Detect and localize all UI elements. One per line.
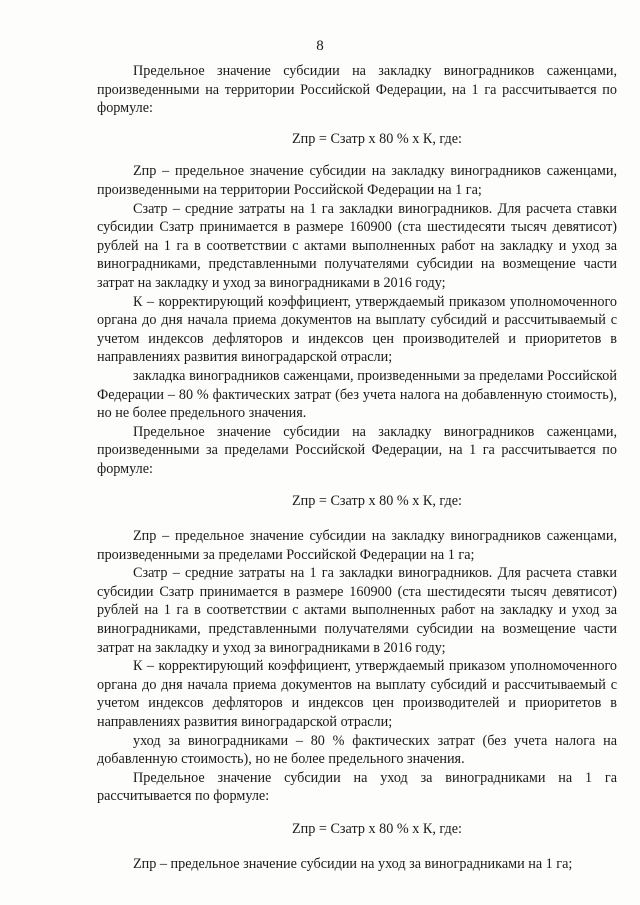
section1-formula: Zпр = Сзатр х 80 % х К, где: (292, 130, 462, 147)
document-body (97, 62, 617, 873)
page-number: 8 (316, 38, 324, 54)
section3-intro: Предельное значение субсидии на уход за виноградниками на 1 га рассчитывается по формуле: (97, 769, 617, 805)
section2-definition-z: Zпр – предельное значение субсидии на закладку виноградников саженцами, произведенными за пределами Российской Федерации на 1 га; (97, 528, 617, 563)
section1-note: закладка виноградников саженцами, произведенными за пределами Российской Федерации – 80 % фактических затрат (без учета налога на добавленную стоимость), но не более предельного значения. (97, 367, 617, 422)
section2-intro: Предельное значение субсидии на закладку виноградников саженцами, произведенными за пределами Российской Федерации, на 1 га рассчитывается по формуле: (97, 423, 617, 477)
section1-definition-k: К – корректирующий коэффициент, утверждаемый приказом уполномоченного органа до дня начала приема документов на выплату субсидий и рассчитываемый с учетом индексов дефляторов и индексов цен производителей и приоритетов в направлениях развития виноградарской отрасли; (97, 293, 617, 366)
section3-definition-z: Zпр – предельное значение субсидии на уход за виноградниками на 1 га; (133, 855, 573, 872)
section1-intro: Предельное значение субсидии на закладку виноградников саженцами, произведенными на территории Российской Федерации, на 1 га рассчитывается по формуле: (97, 63, 617, 117)
section2-formula: Zпр = Сзатр х 80 % х К, где: (292, 493, 462, 510)
section3-formula: Zпр = Сзатр х 80 % х К, где: (292, 820, 462, 837)
section2-definition-k: К – корректирующий коэффициент, утверждаемый приказом уполномоченного органа до дня начала приема документов на выплату субсидий и рассчитываемый с учетом индексов дефляторов и индексов цен производителей и приоритетов в направлениях развития виноградарской отрасли; (97, 658, 617, 730)
section2-note: уход за виноградниками – 80 % фактических затрат (без учета налога на добавленную стоимость), но не более предельного значения. (97, 732, 617, 768)
section1-definition-szatr: Сзатр – средние затраты на 1 га закладки виноградников. Для расчета ставки субсидии Сзатр принимается в размере 160900 (ста шестидесяти тысяч девятисот) рублей на 1 га в соответствии с актами выполненных работ на закладку и уход за виноградниками, представленными получателями субсидии на возмещение части затрат на закладку и уход за виноградниками в 2016 году; (97, 200, 617, 291)
section1-definition-z: Zпр – предельное значение субсидии на закладку виноградников саженцами, произведенными на территории Российской Федерации на 1 га; (97, 163, 617, 198)
section2-definition-szatr: Сзатр – средние затраты на 1 га закладки виноградников. Для расчета ставки субсидии Сзатр принимается в размере 160900 (ста шестидесяти тысяч девятисот) рублей на 1 га в соответствии с актами выполненных работ на закладку и уход за виноградниками, представленными получателями субсидии на возмещение части затрат на закладку и уход за виноградниками в 2016 году; (97, 565, 617, 656)
